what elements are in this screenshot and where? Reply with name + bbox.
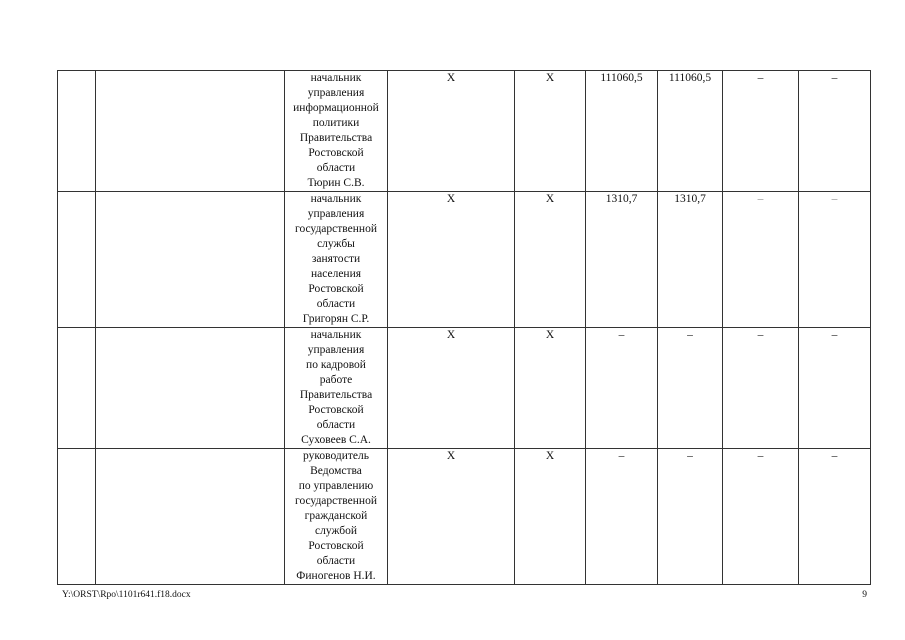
mark-cell: Х — [515, 192, 586, 328]
responsible-cell: руководитель Ведомства по управлению государственной гражданской службой Ростовской области Финогенов Н.И. — [285, 449, 388, 585]
responsible-cell: начальник управления государственной службы занятости населения Ростовской области Григорян С.Р. — [285, 192, 388, 328]
table-row — [58, 71, 871, 192]
value-cell: – — [799, 449, 871, 585]
value-cell: 1310,7 — [586, 192, 658, 328]
num-cell — [58, 71, 96, 192]
mark-cell: Х — [515, 328, 586, 449]
budget-table — [57, 70, 871, 585]
value-cell: – — [723, 328, 799, 449]
value-cell: – — [799, 71, 871, 192]
responsible-cell: начальник управления по кадровой работе Правительства Ростовской области Суховеев С.А. — [285, 328, 388, 449]
value-cell: – — [586, 449, 658, 585]
value-cell: 1310,7 — [658, 192, 723, 328]
value-cell: – — [723, 449, 799, 585]
num-cell — [58, 192, 96, 328]
value-cell: – — [799, 192, 871, 328]
value-cell: – — [658, 449, 723, 585]
mark-cell: Х — [388, 449, 515, 585]
value-cell: – — [586, 328, 658, 449]
page-number: 9 — [862, 590, 867, 600]
mark-cell: Х — [388, 328, 515, 449]
program-cell — [96, 328, 285, 449]
value-cell: – — [723, 71, 799, 192]
mark-cell: Х — [515, 71, 586, 192]
value-cell: – — [799, 328, 871, 449]
program-cell — [96, 449, 285, 585]
value-cell: 111060,5 — [586, 71, 658, 192]
num-cell — [58, 328, 96, 449]
mark-cell: Х — [515, 449, 586, 585]
table-row — [58, 449, 871, 585]
table-row — [58, 192, 871, 328]
program-cell — [96, 192, 285, 328]
num-cell — [58, 449, 96, 585]
file-path-footer: Y:\ORST\Rpo\1101r641.f18.docx — [62, 590, 191, 600]
value-cell: – — [658, 328, 723, 449]
mark-cell: Х — [388, 192, 515, 328]
responsible-cell: начальник управления информационной политики Правительства Ростовской области Тюрин С.В. — [285, 71, 388, 192]
program-cell — [96, 71, 285, 192]
mark-cell: Х — [388, 71, 515, 192]
table-row — [58, 328, 871, 449]
value-cell: – — [723, 192, 799, 328]
value-cell: 111060,5 — [658, 71, 723, 192]
